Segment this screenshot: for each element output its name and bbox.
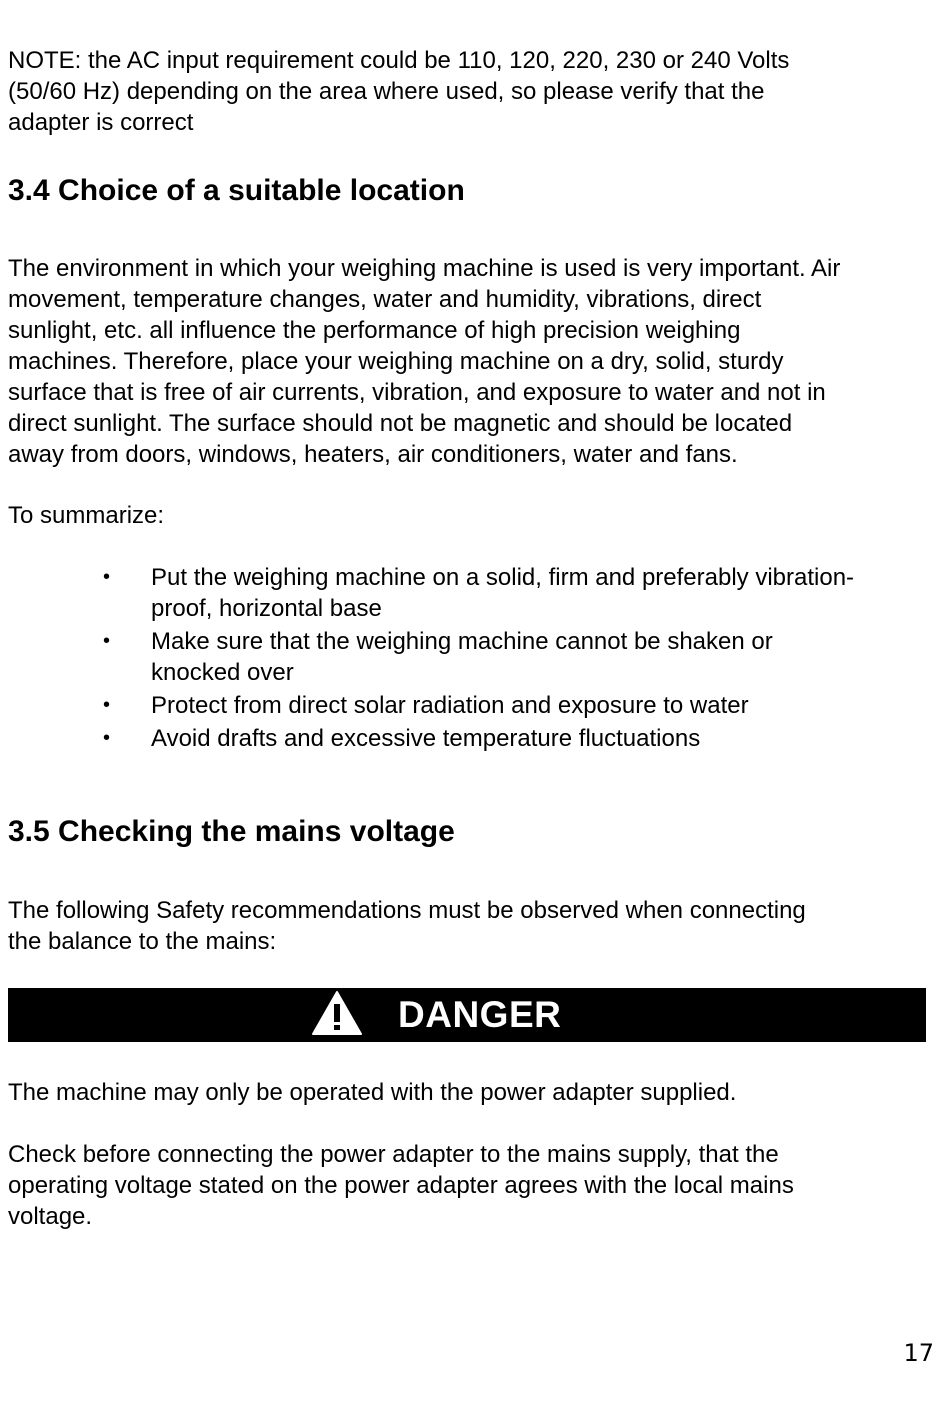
page-number: 17 bbox=[903, 1339, 934, 1367]
bullet-text: Make sure that the weighing machine cannot be shaken or knocked over bbox=[151, 628, 773, 686]
bullet-text: Put the weighing machine on a solid, firm and preferably vibration- proof, horizontal base bbox=[151, 564, 855, 622]
danger-label: DANGER bbox=[398, 994, 562, 1035]
bullet-icon: • bbox=[103, 566, 111, 588]
bullet-text: Protect from direct solar radiation and exposure to water bbox=[151, 692, 749, 719]
bullet-icon: • bbox=[103, 630, 111, 652]
summary-bullet-list bbox=[0, 562, 950, 756]
note-paragraph: NOTE: the AC input requirement could be 110, 120, 220, 230 or 240 Volts (50/60 Hz) depending on the area where used, so please verify that the adapter is correct bbox=[8, 47, 790, 136]
bullet-item bbox=[0, 690, 950, 721]
bullet-text: Avoid drafts and excessive temperature fluctuations bbox=[151, 725, 701, 752]
section-heading-3-4: 3.4 Choice of a suitable location bbox=[8, 174, 465, 207]
bullet-item bbox=[0, 626, 950, 688]
bullet-item bbox=[0, 723, 950, 754]
danger-banner bbox=[8, 988, 926, 1042]
voltage-check-paragraph: Check before connecting the power adapter to the mains supply, that the operating voltage stated on the power adapter agrees with the local mains voltage. bbox=[8, 1141, 794, 1230]
section-heading-3-5: 3.5 Checking the mains voltage bbox=[8, 815, 455, 848]
location-paragraph: The environment in which your weighing machine is used is very important. Air movement, temperature changes, water and humidity, vibrations, direct sunlight, etc. all influence the performance of high precision weighing machines. Therefore, place your weighing machine on a dry, solid, sturdy surface that is free of air currents, vibration, and exposure to water and not in direct sunlight. The surface should not be magnetic and should be located away from doors, windows, heaters, air conditioners, water and fans. bbox=[8, 255, 841, 468]
warning-triangle-icon bbox=[310, 989, 364, 1042]
power-adapter-paragraph: The machine may only be operated with the power adapter supplied. bbox=[8, 1079, 737, 1106]
summary-intro: To summarize: bbox=[8, 502, 165, 529]
bullet-icon: • bbox=[103, 694, 111, 716]
bullet-item bbox=[0, 562, 950, 624]
bullet-icon: • bbox=[103, 727, 111, 749]
safety-intro: The following Safety recommendations must be observed when connecting the balance to the mains: bbox=[8, 897, 806, 955]
